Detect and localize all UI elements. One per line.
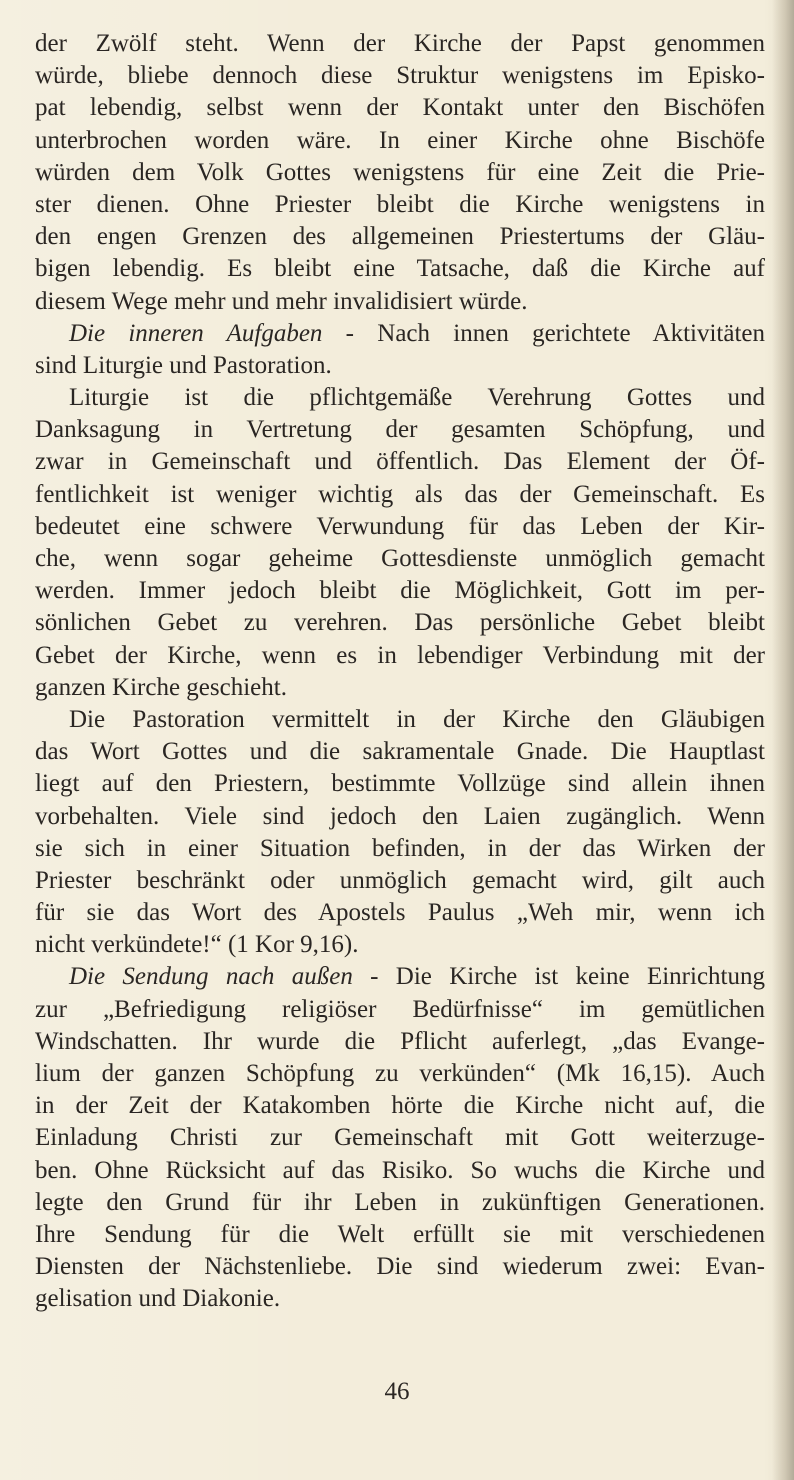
text-line: den engen Grenzen des allgemeinen Priestertums der Gläu- xyxy=(35,223,765,251)
text-line: Gebet der Kirche, wenn es in lebendiger Verbindung mit der xyxy=(35,641,765,669)
text-line: diesem Wege mehr und mehr invalidisiert würde. xyxy=(35,287,528,315)
text-line: sind Liturgie und Pastoration. xyxy=(35,351,332,379)
text-line: sie sich in einer Situation befinden, in der das Wirken der xyxy=(35,834,765,862)
text-line: liegt auf den Priestern, bestimmte Vollzüge sind allein ihnen xyxy=(35,770,765,798)
text-line: für sie das Wort des Apostels Paulus „Weh mir, wenn ich xyxy=(35,899,765,927)
section-heading-line xyxy=(35,961,765,993)
text-line: der Zwölf steht. Wenn der Kirche der Papst genommen xyxy=(35,30,765,57)
body-text xyxy=(35,28,765,1316)
text-line: Ihre Sendung für die Welt erfüllt sie mit verschiedenen xyxy=(35,1220,765,1248)
text-line: gelisation und Diakonie. xyxy=(35,1285,281,1313)
text-fragment: - Die Kirche ist keine Einrichtung xyxy=(352,963,765,991)
text-line: bedeutet eine schwere Verwundung für das Leben der Kir- xyxy=(35,512,765,540)
text-line: sönlichen Gebet zu verehren. Das persönliche Gebet bleibt xyxy=(35,609,765,637)
text-line: in der Zeit der Katakomben hörte die Kirche nicht auf, die xyxy=(35,1092,765,1120)
text-line: vorbehalten. Viele sind jedoch den Laien zugänglich. Wenn xyxy=(35,802,765,830)
section-heading-line xyxy=(35,318,765,350)
text-line: Die Pastoration vermittelt in der Kirche den Gläubigen xyxy=(69,705,765,733)
text-line: zwar in Gemeinschaft und öffentlich. Das Element der Öf- xyxy=(35,448,765,476)
page-edge-shadow xyxy=(772,0,794,1480)
text-line: unterbrochen worden wäre. In einer Kirche ohne Bischöfe xyxy=(35,126,765,154)
text-line: Windschatten. Ihr wurde die Pflicht auferlegt, „das Evange- xyxy=(35,1027,765,1055)
text-line: pat lebendig, selbst wenn der Kontakt unter den Bischöfen xyxy=(35,94,765,122)
text-line: nicht verkündete!“ (1 Kor 9,16). xyxy=(35,931,359,959)
text-line: ganzen Kirche geschieht. xyxy=(35,673,287,701)
text-line: Einladung Christi zur Gemeinschaft mit Gott weiterzuge- xyxy=(35,1124,765,1152)
text-line: Danksagung in Vertretung der gesamten Schöpfung, und xyxy=(35,416,765,444)
text-line: würde, bliebe dennoch diese Struktur wenigstens im Episko- xyxy=(35,62,765,90)
text-line: che, wenn sogar geheime Gottesdienste unmöglich gemacht xyxy=(35,545,765,572)
text-line: ster dienen. Ohne Priester bleibt die Kirche wenigstens in xyxy=(35,190,765,218)
text-line: würden dem Volk Gottes wenigstens für eine Zeit die Prie- xyxy=(35,158,765,186)
text-line: Diensten der Nächstenliebe. Die sind wiederum zwei: Evan- xyxy=(35,1253,765,1281)
text-line: Liturgie ist die pflichtgemäße Verehrung Gottes und xyxy=(69,384,765,412)
text-line: Priester beschränkt oder unmöglich gemacht wird, gilt auch xyxy=(35,866,765,894)
text-line: das Wort Gottes und die sakramentale Gnade. Die Hauptlast xyxy=(35,738,765,766)
text-line: bigen lebendig. Es bleibt eine Tatsache, daß die Kirche auf xyxy=(35,255,765,283)
text-fragment: - Nach innen gerichtete Aktivitäten xyxy=(322,319,765,347)
text-line: werden. Immer jedoch bleibt die Möglichkeit, Gott im per- xyxy=(35,577,765,605)
text-line: zur „Befriedigung religiöser Bedürfnisse“ im gemütlichen xyxy=(35,995,765,1023)
text-line: fentlichkeit ist weniger wichtig als das der Gemeinschaft. Es xyxy=(35,480,765,508)
section-heading-outward-mission: Die Sendung nach außen xyxy=(69,963,353,991)
page-number: 46 xyxy=(384,1378,410,1405)
text-line: ben. Ohne Rücksicht auf das Risiko. So wuchs die Kirche und xyxy=(35,1156,765,1184)
text-line: legte den Grund für ihr Leben in zukünftigen Generationen. xyxy=(35,1188,765,1216)
section-heading-inner-tasks: Die inneren Aufgaben xyxy=(69,319,323,347)
text-line: lium der ganzen Schöpfung zu verkünden“ (Mk 16,15). Auch xyxy=(35,1060,765,1087)
